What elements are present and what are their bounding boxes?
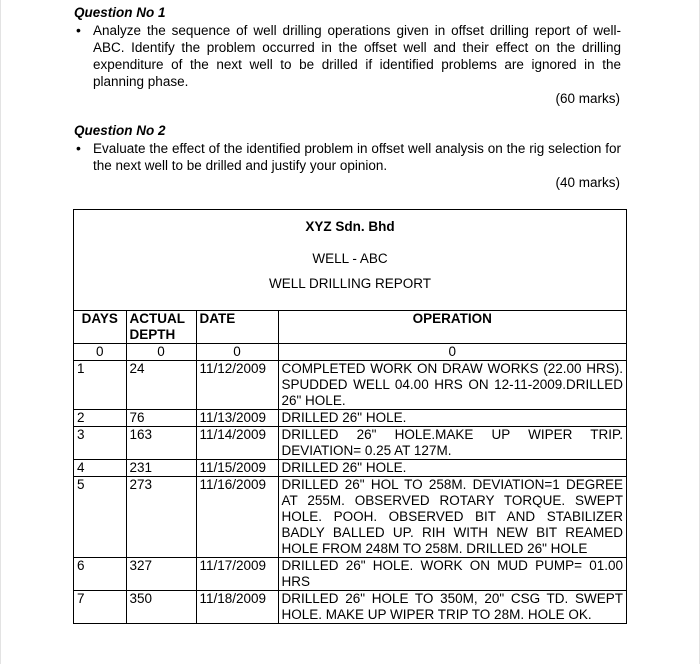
- cell-depth: 76: [126, 410, 196, 427]
- cell-day: 0: [74, 344, 126, 361]
- table-header-row: [74, 311, 626, 344]
- cell-date: 11/15/2009: [196, 460, 278, 477]
- question-1-text: Analyze the sequence of well drilling operations given in offset drilling report of well-ABC. Identify the problem occurred in the offset well and their effect on the drilling expenditure of the next well to be drilled if identified problems are ignored in the planning phase.: [93, 23, 621, 89]
- cell-date: 11/14/2009: [196, 427, 278, 460]
- table-row: [74, 558, 626, 591]
- header-operation: OPERATION: [278, 311, 626, 344]
- table-row: [74, 427, 626, 460]
- cell-day: 3: [74, 427, 126, 460]
- cell-date: 11/18/2009: [196, 591, 278, 624]
- cell-operation: DRILLED 26" HOLE.: [278, 460, 626, 477]
- table-row: [74, 591, 626, 624]
- cell-operation: DRILLED 26" HOLE.MAKE UP WIPER TRIP. DEVIATION= 0.25 AT 127M.: [278, 427, 626, 460]
- cell-depth: 327: [126, 558, 196, 591]
- header-date: DATE: [196, 311, 278, 344]
- cell-day: 1: [74, 361, 126, 410]
- cell-date: 11/13/2009: [196, 410, 278, 427]
- cell-day: 2: [74, 410, 126, 427]
- table-row: [74, 361, 626, 410]
- company-name: XYZ Sdn. Bhd: [305, 219, 395, 234]
- well-drilling-report: [73, 209, 627, 624]
- cell-depth: 350: [126, 591, 196, 624]
- question-2-marks: (40 marks): [555, 175, 620, 190]
- question-1-marks: (60 marks): [555, 91, 620, 106]
- table-row: [74, 460, 626, 477]
- cell-operation: 0: [278, 344, 626, 361]
- cell-day: 6: [74, 558, 126, 591]
- cell-depth: 273: [126, 477, 196, 558]
- cell-day: 7: [74, 591, 126, 624]
- question-1-title: Question No 1: [74, 5, 166, 20]
- cell-operation: DRILLED 26" HOL TO 258M. DEVIATION=1 DEGREE AT 255M. OBSERVED ROTARY TORQUE. SWEPT HOLE. POOH. OBSERVED BIT AND STABILIZER BADLY BALLED UP. RIH WITH NEW BIT REAMED HOLE FROM 248M TO 258M. DRILLED 26" HOLE: [278, 477, 626, 558]
- table-row: [74, 410, 626, 427]
- cell-operation: DRILLED 26" HOLE. WORK ON MUD PUMP= 01.00 HRS: [278, 558, 626, 591]
- table-row: [74, 344, 626, 361]
- question-2-text: Evaluate the effect of the identified problem in offset well analysis on the rig selection for the next well to be drilled and justify your opinion.: [93, 141, 621, 173]
- cell-date: 11/17/2009: [196, 558, 278, 591]
- header-days: DAYS: [74, 311, 126, 344]
- question-2-title: Question No 2: [74, 123, 166, 138]
- cell-day: 4: [74, 460, 126, 477]
- cell-operation: DRILLED 26" HOLE.: [278, 410, 626, 427]
- operations-table: [74, 311, 626, 623]
- cell-operation: DRILLED 26" HOLE TO 350M, 20" CSG TD. SWEPT HOLE. MAKE UP WIPER TRIP TO 28M. HOLE OK.: [278, 591, 626, 624]
- cell-depth: 231: [126, 460, 196, 477]
- bullet-icon: •: [76, 140, 81, 156]
- cell-depth: 24: [126, 361, 196, 410]
- cell-depth: 163: [126, 427, 196, 460]
- cell-date: 0: [196, 344, 278, 361]
- report-header: [74, 210, 626, 311]
- cell-day: 5: [74, 477, 126, 558]
- bullet-icon: •: [76, 22, 81, 38]
- header-actual-depth: ACTUAL DEPTH: [126, 311, 196, 344]
- cell-depth: 0: [126, 344, 196, 361]
- cell-date: 11/16/2009: [196, 477, 278, 558]
- report-title: WELL DRILLING REPORT: [268, 276, 432, 291]
- cell-operation: COMPLETED WORK ON DRAW WORKS (22.00 HRS). SPUDDED WELL 04.00 HRS ON 12-11-2009.DRILLED 26" HOLE.: [278, 361, 626, 410]
- cell-date: 11/12/2009: [196, 361, 278, 410]
- well-name: WELL - ABC: [312, 251, 388, 266]
- table-row: [74, 477, 626, 558]
